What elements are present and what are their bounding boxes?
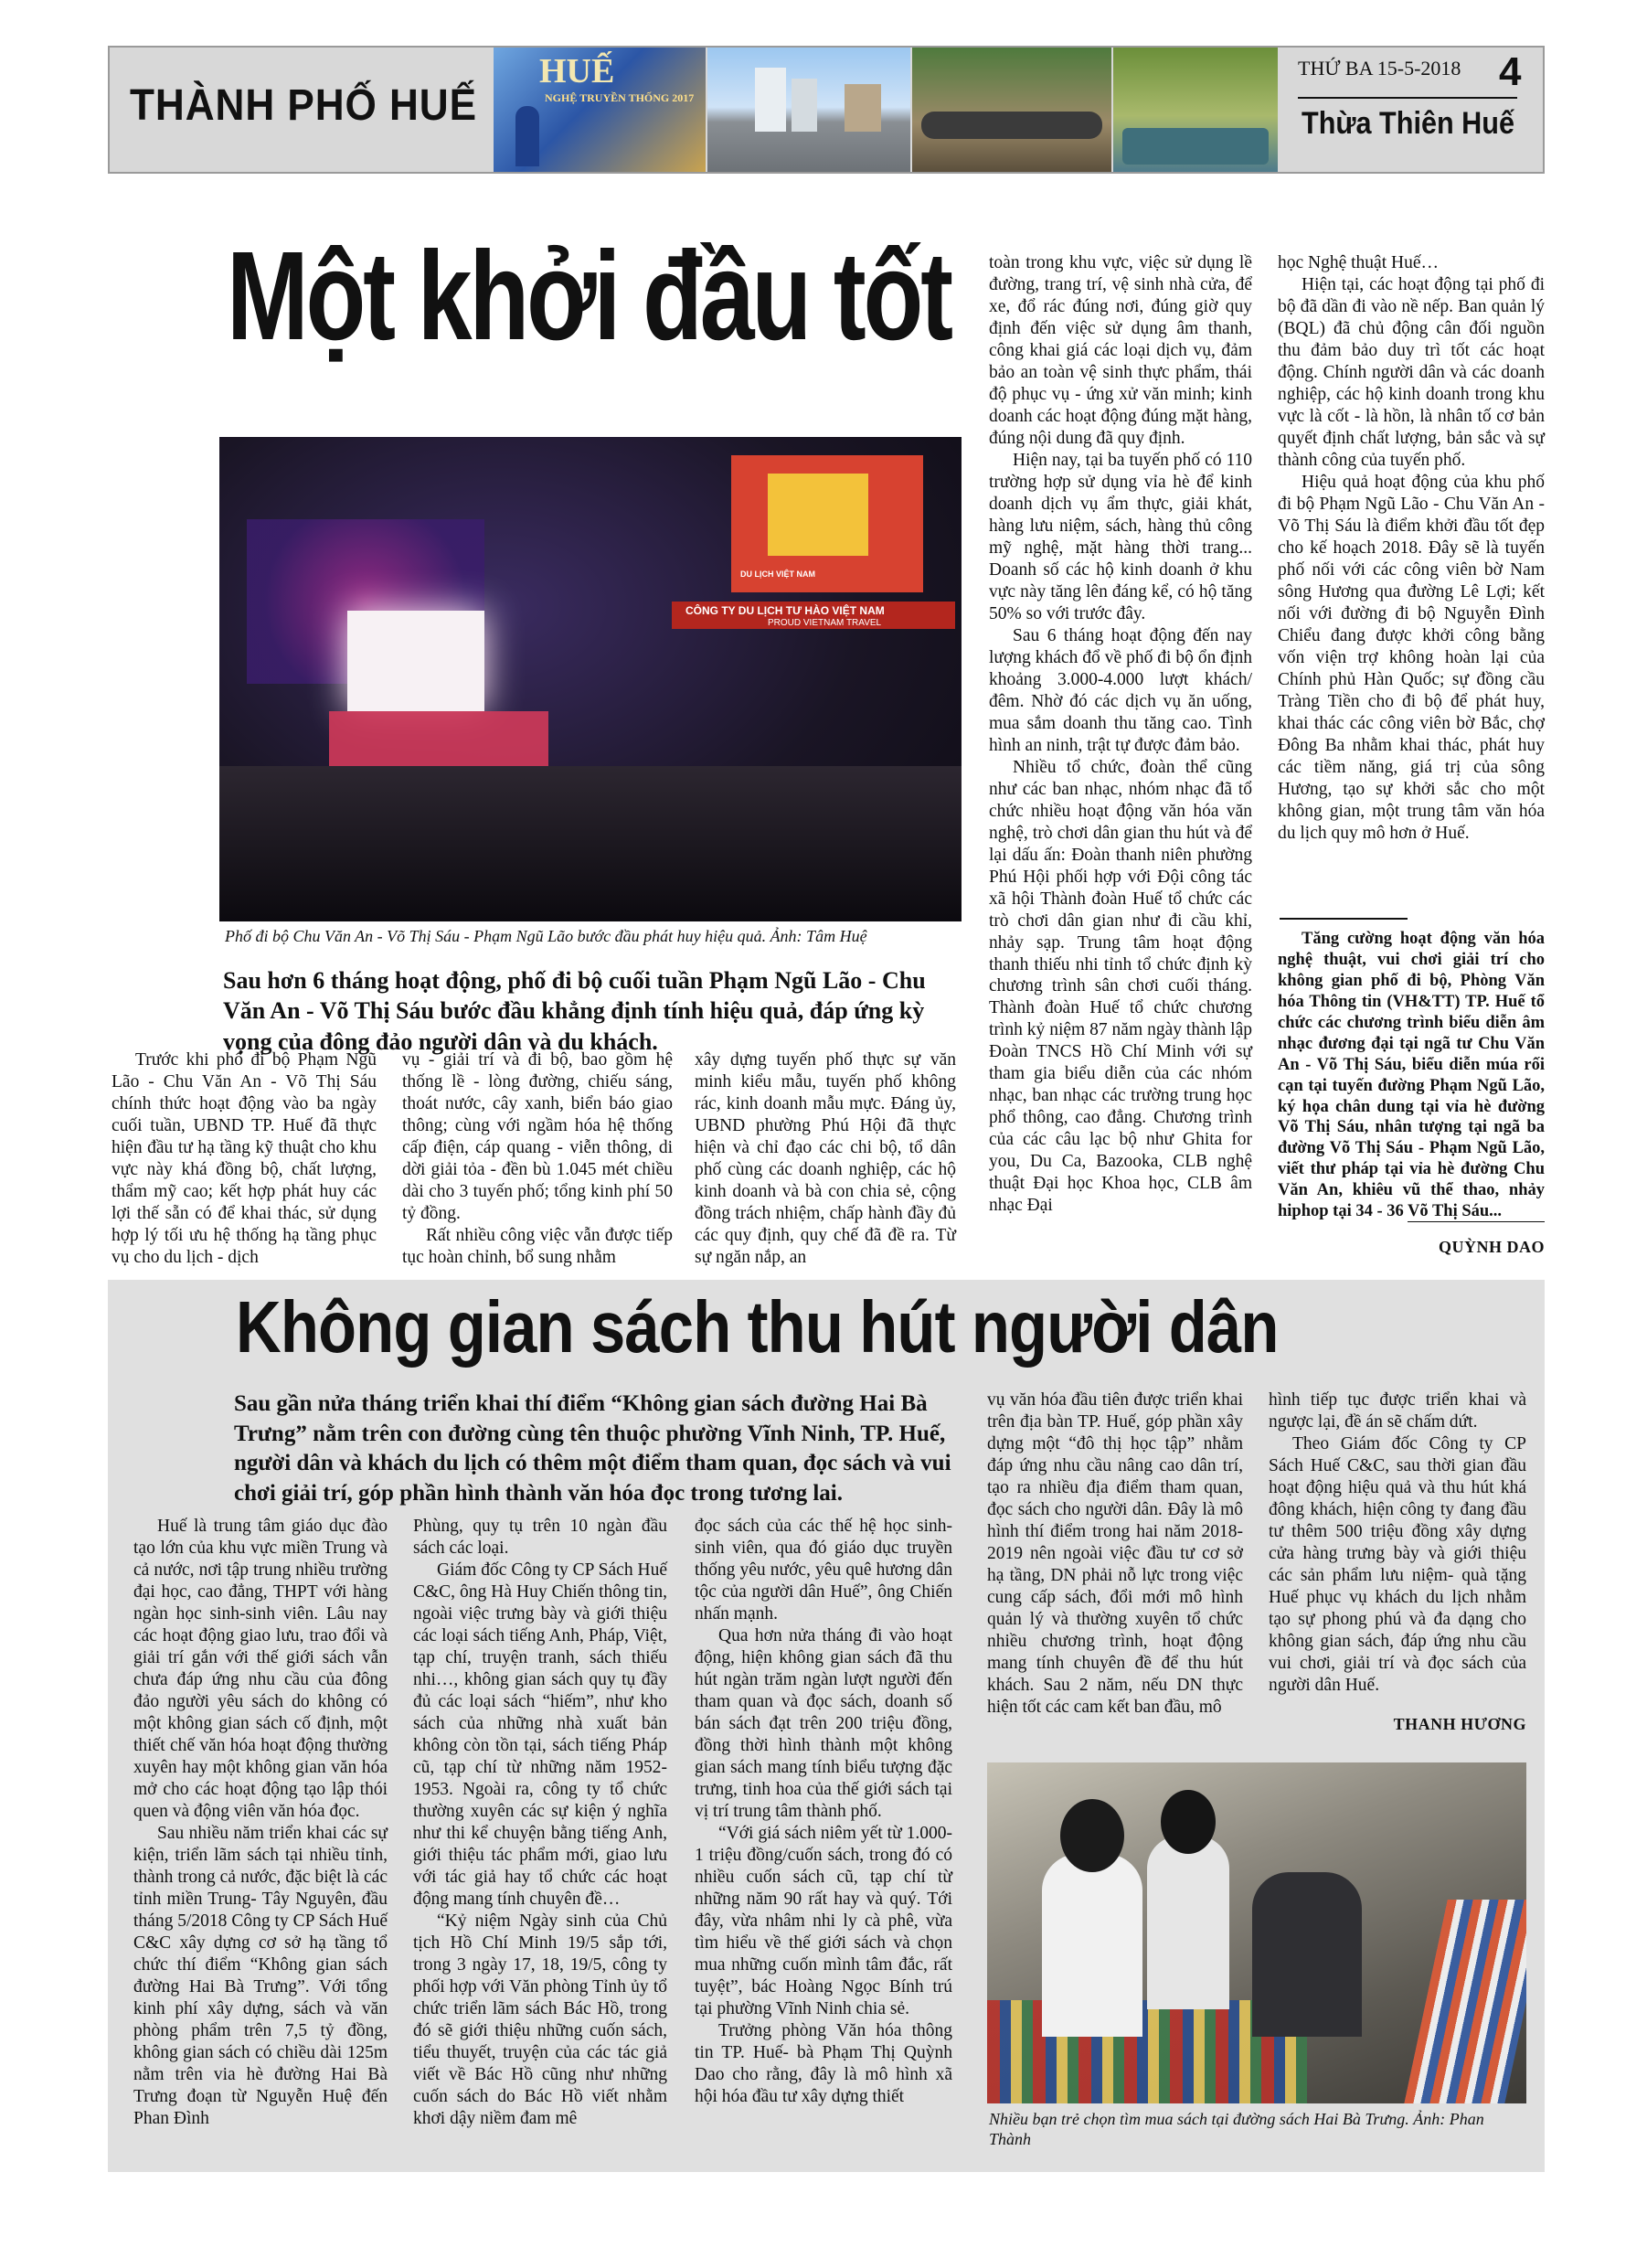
article1-headline: Một khởi đầu tốt [227,226,951,367]
paragraph: Hiện nay, tại ba tuyến phố có 110 trường hợp sử dụng vỉa hè để kinh doanh dịch vụ ẩm thực, giải khát, hàng lưu niệm, sách, hàng thủ công mỹ nghệ, mặt hàng thời trang... Doanh số các hộ kinh doanh ở khu vực này tăng lên đáng kể, có hộ tăng 50% so với trước đây. [989,450,1252,623]
thumb-festival-logo: HUẾ [539,52,615,91]
article1-boxed-note: Tăng cường hoạt động văn hóa nghệ thuật, vui chơi giải trí cho không gian phố đi bộ, Phòng Văn hóa Thông tin (VH&TT) TP. Huế tổ chức các chương trình biểu diễn âm nhạc đương đại tại ngã tư Chu Văn An - Võ Thị Sáu, biểu diễn múa rối cạn tại tuyến đường Phạm Ngũ Lão, ký họa chân dung tại vỉa hè đường Võ Thị Sáu, nhân tượng tại ngã ba đường Võ Thị Sáu - Phạm Ngũ Lão, viết thư pháp tại vỉa hè đường Chu Văn An, khiêu vũ thể thao, nhảy hiphop tại 34 - 36 Võ Thị Sáu... [1278,930,1545,1221]
newspaper-name: Thừa Thiên Huế [1302,106,1514,141]
article1-col5 [1278,252,1545,845]
paragraph: Trước khi phố đi bộ Phạm Ngũ Lão - Chu Văn An - Võ Thị Sáu chính thức hoạt động vào ba ngày cuối tuần, UBND TP. Huế đã thực hiện đầu tư hạ tầng kỹ thuật cho khu vực này khá đồng bộ, chất lượng, thẩm mỹ cao; kết hợp phát huy các lợi thế sẵn có để khai thác, sử dụng hợp lý tối ưu hệ thống hạ tầng phục vụ cho du lịch - dịch [112,1050,377,1267]
article1-author: QUỲNH DAO [1439,1238,1545,1256]
photo-sign-travel: PROUD VIETNAM TRAVEL [768,618,882,628]
paragraph: Huế là trung tâm giáo dục đào tạo lớn của khu vực miền Trung và cả nước, nơi tập trung nhiều trường đại học, cao đẳng, THPT với hàng ngàn học sinh-sinh viên. Lâu nay các hoạt động giao lưu, trao đổi và giải trí gắn với thế giới sách vẫn chưa đáp ứng nhu cầu của đông đảo người yêu sách do không có một không gian sách cố định, một thiết chế văn hóa hoạt động thường xuyên hay một không gian văn hóa mở cho các hoạt động tạo lập thói quen và động viên văn hóa đọc. [133,1517,388,1821]
paragraph: Giám đốc Công ty CP Sách Huế C&C, ông Hà Huy Chiến thông tin, ngoài việc trưng bày và giới thiệu các loại sách tiếng Anh, Pháp, Việt, tạp chí, truyện tranh, sách thiếu nhi…, không gian sách quy tụ đầy đủ các loại sách “hiếm”, như kho sách của những nhà xuất bản không còn tồn tại, sách tiếng Pháp cũ, tạp chí từ những năm 1952-1953. Ngoài ra, công ty tổ chức thường xuyên các sự kiện ý nghĩa như thi kể chuyện bằng tiếng Anh, giới thiệu tác phẩm mới, giao lưu với tác giả hay tổ chức các hoạt động mang tính chuyên đề… [413,1560,667,1909]
article1-photo-caption: Phố đi bộ Chu Văn An - Võ Thị Sáu - Phạm Ngũ Lão bước đầu phát huy hiệu quả. Ảnh: Tâm Huệ [225,927,867,945]
paragraph: Rất nhiều công việc vẫn được tiếp tục hoàn chỉnh, bổ sung nhằm [402,1225,673,1267]
paragraph: hình tiếp tục được triển khai và ngược lại, đề án sẽ chấm dứt. [1269,1390,1526,1432]
masthead-rule [1298,97,1517,99]
section-title: THÀNH PHỐ HUẾ [130,81,477,130]
article1-col1 [112,1049,377,1269]
paragraph: Phùng, quy tụ trên 10 ngàn đầu sách các loại. [413,1517,667,1558]
page-number: 4 [1499,49,1522,94]
article2-headline: Không gian sách thu hút người dân [236,1286,1279,1368]
article1-photo [219,437,962,921]
paragraph: Sau 6 tháng hoạt động đến nay lượng khách đổ về phố đi bộ ổn định khoảng 3.000-4.000 lượt khách/đêm. Nhờ đó các dịch vụ ăn uống, mua sắm doanh thu tăng cao. Tình hình an ninh, trật tự được đảm bảo. [989,625,1252,755]
photo-sign-proud: DU LỊCH VIỆT NAM [740,570,815,579]
paragraph: toàn trong khu vực, việc sử dụng lề đường, trang trí, vệ sinh nhà cửa, để xe, đổ rác đúng nơi, đúng giờ quy định đến việc sử dụng âm thanh, công khai giá các loại dịch vụ, đảm bảo an toàn vệ sinh thực phẩm, thái độ phục vụ - ứng xử văn minh; kinh doanh các hoạt động đúng mặt hàng, đúng nội dung đã quy định. [989,253,1252,448]
masthead-thumbnail-garden [1113,48,1278,172]
paragraph: Hiệu quả hoạt động của khu phố đi bộ Phạm Ngũ Lão - Chu Văn An - Võ Thị Sáu là điểm khởi đầu tốt đẹp cho kế hoạch 2018. Đây sẽ là tuyến phố nối với các công viên bờ Nam sông Hương qua đường Lê Lợi; kết nối với đường đi bộ Nguyễn Đình Chiểu đang được khởi công bằng vốn viện trợ không hoàn lại của Chính phủ Hàn Quốc; sự đồng cầu Tràng Tiền cho đi bộ để phát huy, khai thác các công viên bờ Bắc, chợ Đông Ba nhằm khai thác, phát huy các tiềm năng, giá trị của sông Hương, tạo sự khởi sắc cho một không gian, một trung tâm văn hóa du lịch quy mô hơn ở Huế. [1278,472,1545,843]
article2-col5 [1269,1390,1526,1697]
note-rule [1280,918,1408,920]
paragraph: Sau nhiều năm triển khai các sự kiện, triển lãm sách tại nhiều tỉnh, thành trong cả nước, đặc biệt là các tỉnh miền Trung- Tây Nguyên, đầu tháng 5/2018 Công ty CP Sách Huế C&C xây dựng cơ sở hạ tầng tổ chức thí điểm “Không gian sách đường Hai Bà Trưng”. Với tổng kinh phí xây dựng, sách và văn phòng phẩm trên 7,5 tỷ đồng, không gian sách có chiều dài 125m nằm trên via hè đường Hai Bà Trưng đoạn từ Nguyễn Huệ đến Phan Đình [133,1823,388,2128]
paragraph: Qua hơn nửa tháng đi vào hoạt động, hiện không gian sách đã thu hút ngàn trăm ngàn lượt người đến tham quan và đọc sách, doanh số bán sách đạt trên 200 triệu đồng, đồng thời hình thành một không gian sách mang tính biểu tượng đặc trưng, tinh hoa của thế giới sách tại vị trí trung tâm thành phố. [695,1625,952,1821]
masthead-thumbnail-festival [494,48,706,172]
signature-rule [1408,1221,1545,1222]
paragraph: “Kỷ niệm Ngày sinh của Chủ tịch Hồ Chí Minh 19/5 sắp tới, trong 3 ngày 17, 18, 19/5, công ty phối hợp với Văn phòng Tỉnh ủy tổ chức triển lãm sách Bác Hồ, trong đó sẽ giới thiệu những cuốn sách, tiểu thuyết, truyện của các tác giả viết về Bác Hồ cũng như những cuốn sách do Bác Hồ viết nhằm khơi dậy niềm đam mê [413,1911,667,2128]
article1-col4 [989,252,1252,1217]
article2-author: THANH HƯƠNG [1393,1715,1526,1733]
article2-lead: Sau gần nửa tháng triển khai thí điểm “Không gian sách đường Hai Bà Trưng” nằm trên con đường cùng tên thuộc phường Vĩnh Ninh, TP. Huế, người dân và khách du lịch có thêm một điểm tham quan, đọc sách và vui chơi giải trí, góp phần hình thành văn hóa đọc trong tương lai. [234,1391,951,1506]
thumb-festival-label: NGHỆ TRUYỀN THỐNG 2017 [545,91,695,104]
article2-col4 [987,1390,1243,1719]
article1-col3 [695,1049,956,1269]
paragraph: Theo Giám đốc Công ty CP Sách Huế C&C, sau thời gian đầu hoạt động hiệu quả và thu hút khá đông khách, hiện công ty đang đầu tư thêm 500 triệu đồng xây dựng cửa hàng trưng bày và giới thiệu các sản phẩm lưu niệm- quà tặng Huế phục vụ khách du lịch nhằm tạo sự phong phú và đa dạng cho không gian sách, đáp ứng nhu cầu vui chơi, giải trí và đọc sách của người dân Huế. [1269,1433,1526,1695]
issue-date: THỨ BA 15-5-2018 [1298,57,1461,80]
article2-col2 [413,1516,667,2130]
paragraph: Nhiều tổ chức, đoàn thể cũng như các ban nhạc, nhóm nhạc đã tổ chức nhiều hoạt động văn hóa văn nghệ, trò chơi dân gian thu hút và để lại dấu ấn: Đoàn thanh niên phường Phú Hội phối hợp với Đội công tác xã hội Thành đoàn Huế tổ chức các trò chơi dân gian như đi cầu khỉ, nhảy sạp. Trung tâm hoạt động thanh thiếu nhi tỉnh tổ chức định kỳ chương trình sân chơi cuối tháng. Thành đoàn Huế tổ chức chương trình kỷ niệm 87 năm ngày thành lập Đoàn TNCS Hồ Chí Minh với sự tham gia biểu diễn của các nhóm nhạc, ban nhạc các trường trung học phổ thông, cao đẳng. Chương trình của các câu lạc bộ như Ghita for you, Du Ca, Bazooka, CLB nghệ thuật Đại học Khoa học, CLB âm nhạc Đại [989,757,1252,1216]
masthead-thumbnail-cyclos [912,48,1111,172]
paragraph: xây dựng tuyến phố thực sự văn minh kiểu mẫu, tuyến phố không rác, kinh doanh mẫu mực. Đáng ủy, UBND phường Phú Hội đã thực hiện và chỉ đạo các chi bộ, tổ dân phố cùng các doanh nghiệp, các hộ kinh doanh và bà con chia sẻ, cộng đồng trách nhiệm, chấp hành đầy đủ các quy định, quy chế đã đề ra. Từ sự ngăn nắp, an [695,1050,956,1267]
paragraph: học Nghệ thuật Huế… [1278,253,1439,272]
paragraph: Hiện tại, các hoạt động tại phố đi bộ đã dần đi vào nề nếp. Ban quản lý (BQL) đã chủ động cân đối nguồn thu đảm bảo duy trì tốt các hoạt động. Chính người dân và các doanh nghiệp, các hộ kinh doanh trong khu vực là cốt - là hồn, là nhân tố cơ bản quyết định chất lượng, bản sắc và sự thành công của tuyến phố. [1278,274,1545,470]
masthead-thumbnail-city [707,48,910,172]
paragraph: Trưởng phòng Văn hóa thông tin TP. Huế- bà Phạm Thị Quỳnh Dao cho rằng, đây là mô hình xã hội hóa đầu tư xây dựng thiết [695,2020,952,2106]
paragraph: vụ - giải trí và đi bộ, bao gồm hệ thống lề - lòng đường, chiếu sáng, thoát nước, cây xanh, biển báo giao thông; cùng với ngầm hóa hệ thống cấp điện, cáp quang - viễn thông, di dời giải tỏa - đền bù 1.045 mét chiều dài cho 3 tuyến phố; tổng kinh phí 50 tỷ đồng. [402,1050,673,1223]
article2-photo [987,1762,1526,2103]
article2-col3 [695,1516,952,2108]
article1-col2 [402,1049,673,1269]
article2-photo-caption: Nhiều bạn trẻ chọn tìm mua sách tại đường sách Hai Bà Trưng. Ảnh: Phan Thành [989,2110,1484,2148]
paragraph: đọc sách của các thế hệ học sinh-sinh viên, qua đó giáo dục truyền thống yêu nước, yêu quê hương dân tộc của người dân Huế”, ông Chiến nhấn mạnh. [695,1517,952,1624]
masthead [108,46,1545,174]
photo-sign-company: CÔNG TY DU LỊCH TƯ HÀO VIỆT NAM [685,604,885,617]
paragraph: vụ văn hóa đầu tiên được triển khai trên địa bàn TP. Huế, góp phần xây dựng một “đô thị học tập” nhằm đáp ứng nhu cầu nâng cao dân trí, tạo ra nhiều địa điểm tham quan, đọc sách cho người dân. Đây là mô hình thí điểm trong hai năm 2018- 2019 nên ngoài việc đầu tư cơ sở hạ tầng, DN phải nỗ lực trong việc cung cấp sách, đổi mới mô hình quản lý và thường xuyên tổ chức nhiều chương trình, hoạt động mang tính chuyên đề để thu hút khách. Sau 2 năm, nếu DN thực hiện tốt các cam kết ban đầu, mô [987,1390,1243,1717]
paragraph: “Với giá sách niêm yết từ 1.000- 1 triệu đồng/cuốn sách, trong đó có nhiều cuốn sách cũ, tạp chí từ những năm 90 rất hay và quý. Tới đây, vừa nhâm nhi ly cà phê, vừa tìm hiểu về thế giới sách và chọn mua những cuốn mình tâm đắc, rất tuyệt”, bác Hoàng Ngọc Bính trú tại phường Vĩnh Ninh chia sẻ. [695,1823,952,2018]
article2-col1 [133,1516,388,2130]
article1-lead: Sau hơn 6 tháng hoạt động, phố đi bộ cuối tuần Phạm Ngũ Lão - Chu Văn An - Võ Thị Sáu bước đầu khẳng định tính hiệu quả, đáp ứng kỳ vọng của đông đảo người dân và du khách. [223,967,926,1055]
